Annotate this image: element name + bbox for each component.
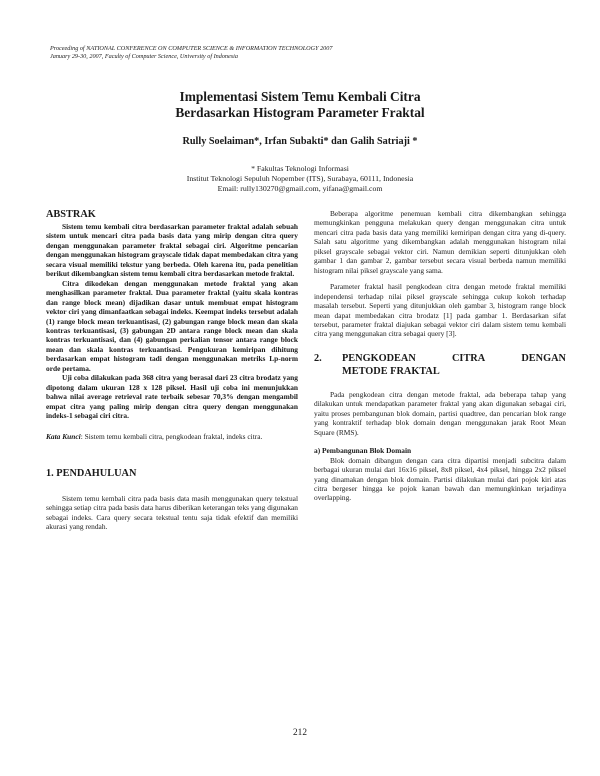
section-2-paragraph-1: Pada pengkodean citra dengan metode fraktal, ada beberapa tahap yang dilakukan untuk mendapatkan parameter fraktal yang akan digunakan sebagai ciri, yaitu proses pembangunan blok domain, partisi quadtree, dan pencarian blok range yang kontraktif terhadap blok domain dengan menggunakan jarak Root Mean Square (RMS). [314,389,566,437]
keywords-label: Kata Kunci [46,431,81,441]
abstract-paragraph-2: Citra dikodekan dengan menggunakan metode fraktal yang akan menghasilkan parameter fraktal. Dua parameter fraktal (yaitu skala kontras dan range block mean) dijadikan dasar untuk membuat empat histogram vektor ciri yang dimanfaatkan sebagai indeks. Keempat indeks tersebut adalah (1) range block mean terkuantisasi, (2) gabungan range block mean dan skala kontras terkuantisasi, (3) gabungan 2D antara range block mean dan skala kontras terkuantisasi, dan (4) gabungan perkalian tensor antara range block mean dan skala kontras terkuantisasi. Pengukuran kemiripan dihitung berdasarkan empat histogram tadi dengan menggunakan metriks Lp-norm orde pertama. [46,278,298,373]
abstract-paragraph-3: Uji coba dilakukan pada 368 citra yang berasal dari 23 citra brodatz yang dipotong dalam ukuran 128 x 128 piksel. Hasil uji coba ini menunjukkan bahwa nilai average retrieval rate terbaik sebesar 70,3% dengan mengambil empat citra yang paling mirip dengan citra query dengan menggunakan indeks-1 sebagai ciri citra. [46,373,298,421]
left-column [46,209,298,532]
conference-date-line: January 29-30, 2007, Faculty of Computer Science, University of Indonesia [50,53,238,60]
section-1-paragraph-3: Parameter fraktal hasil pengkodean citra dengan metode fraktal memiliki independensi terhadap nilai piksel grayscale sehingga cukup kokoh terhadap masalah tersebut. Seperti yang ditunjukkan oleh gambar 3, histogram range block mean dapat membedakan citra brodatz [1] pada gambar 1. Berdasarkan sifat tersebut, parameter fraktal diajukan sebagai vektor ciri dalam sistem temu kembali citra yang menggunakan citra sebagai query [3]. [314,282,566,339]
paper-title-line-2: Berdasarkan Histogram Parameter Fraktal [175,105,425,120]
affiliation-faculty: * Fakultas Teknologi Informasi [251,164,349,173]
section-2-paragraph-2: Blok domain dibangun dengan cara citra dipartisi menjadi subcitra dalam berbagai ukuran mulai dari 16x16 piksel, 8x8 piksel, 4x4 piksel, hingga 2x2 piksel yang dinamakan dengan blok domain. Partisi dilakukan mulai dari pojok kiri atas citra bergeser hingga ke pojok kanan bawah dan memungkinkan terjadinya overlapping. [314,455,566,503]
keywords-text: : Sistem temu kembali citra, pengkodean fraktal, indeks citra. [80,431,263,441]
abstract-heading: ABSTRAK [46,209,96,220]
keywords [46,432,298,441]
section-2-heading-line-2: METODE FRAKTAL [342,365,440,377]
right-column [314,209,566,503]
page-number: 212 [293,728,307,738]
section-2-word-1: PENGKODEAN [342,352,416,364]
section-1-paragraph-1: Sistem temu kembali citra pada basis data masih menggunakan query tekstual sehingga setiap citra pada basis data harus diberikan keterangan teks yang digunakan sebagai indeks. Cara query secara tekstual tentu saja tidak efektif dan memiliki akurasi yang rendah. [46,493,298,532]
authors: Rully Soelaiman*, Irfan Subakti* dan Galih Satriaji * [182,136,418,147]
subsection-a-heading: a) Pembangunan Blok Domain [314,446,412,456]
affiliation-email: Email: rully130270@gmail.com, yifana@gmail.com [217,184,383,193]
section-2-number: 2. [314,352,322,364]
section-2-heading [314,352,566,378]
paper-title-line-1: Implementasi Sistem Temu Kembali Citra [179,89,421,104]
section-1-heading: 1. PENDAHULUAN [46,467,137,479]
proceeding-header: Proceeding of NATIONAL CONFERENCE ON COMPUTER SCIENCE & INFORMATION TECHNOLOGY 2007 [50,45,333,52]
affiliation-institute: Institut Teknologi Sepuluh Nopember (ITS), Surabaya, 60111, Indonesia [186,174,414,183]
abstract-paragraph-1: Sistem temu kembali citra berdasarkan parameter fraktal adalah sebuah sistem untuk mencari citra pada basis data yang mirip dengan citra query dengan menggunakan parameter fraktal sebagai ciri. Algoritme pencarian dengan menggunakan histogram grayscale tidak dapat membedakan citra yang secara visual memiliki tekstur yang berbeda. Oleh karena itu, pada penelitian berikut dikembangkan sistem temu kembali citra berdasarkan metode fraktal. [46,222,298,279]
section-1-paragraph-2: Beberapa algoritme penemuan kembali citra dikembangkan sehingga memungkinkan pengguna melakukan query dengan menggunakan citra untuk mencari citra pada basis data yang memiliki kemiripan dengan citra yang di-query. Salah satu algoritme yang dikembangkan adalah menggunakan histogram nilai piksel grayscale sebagai vektor ciri. Namun demikian seperti ditunjukkan oleh gambar 1 dan gambar 2, gambar tersebut secara visual berbeda namun memiliki histogram nilai piksel grayscale yang sama. [314,209,566,275]
section-2-word-3: DENGAN [521,352,566,364]
section-2-word-2: CITRA [452,352,486,364]
